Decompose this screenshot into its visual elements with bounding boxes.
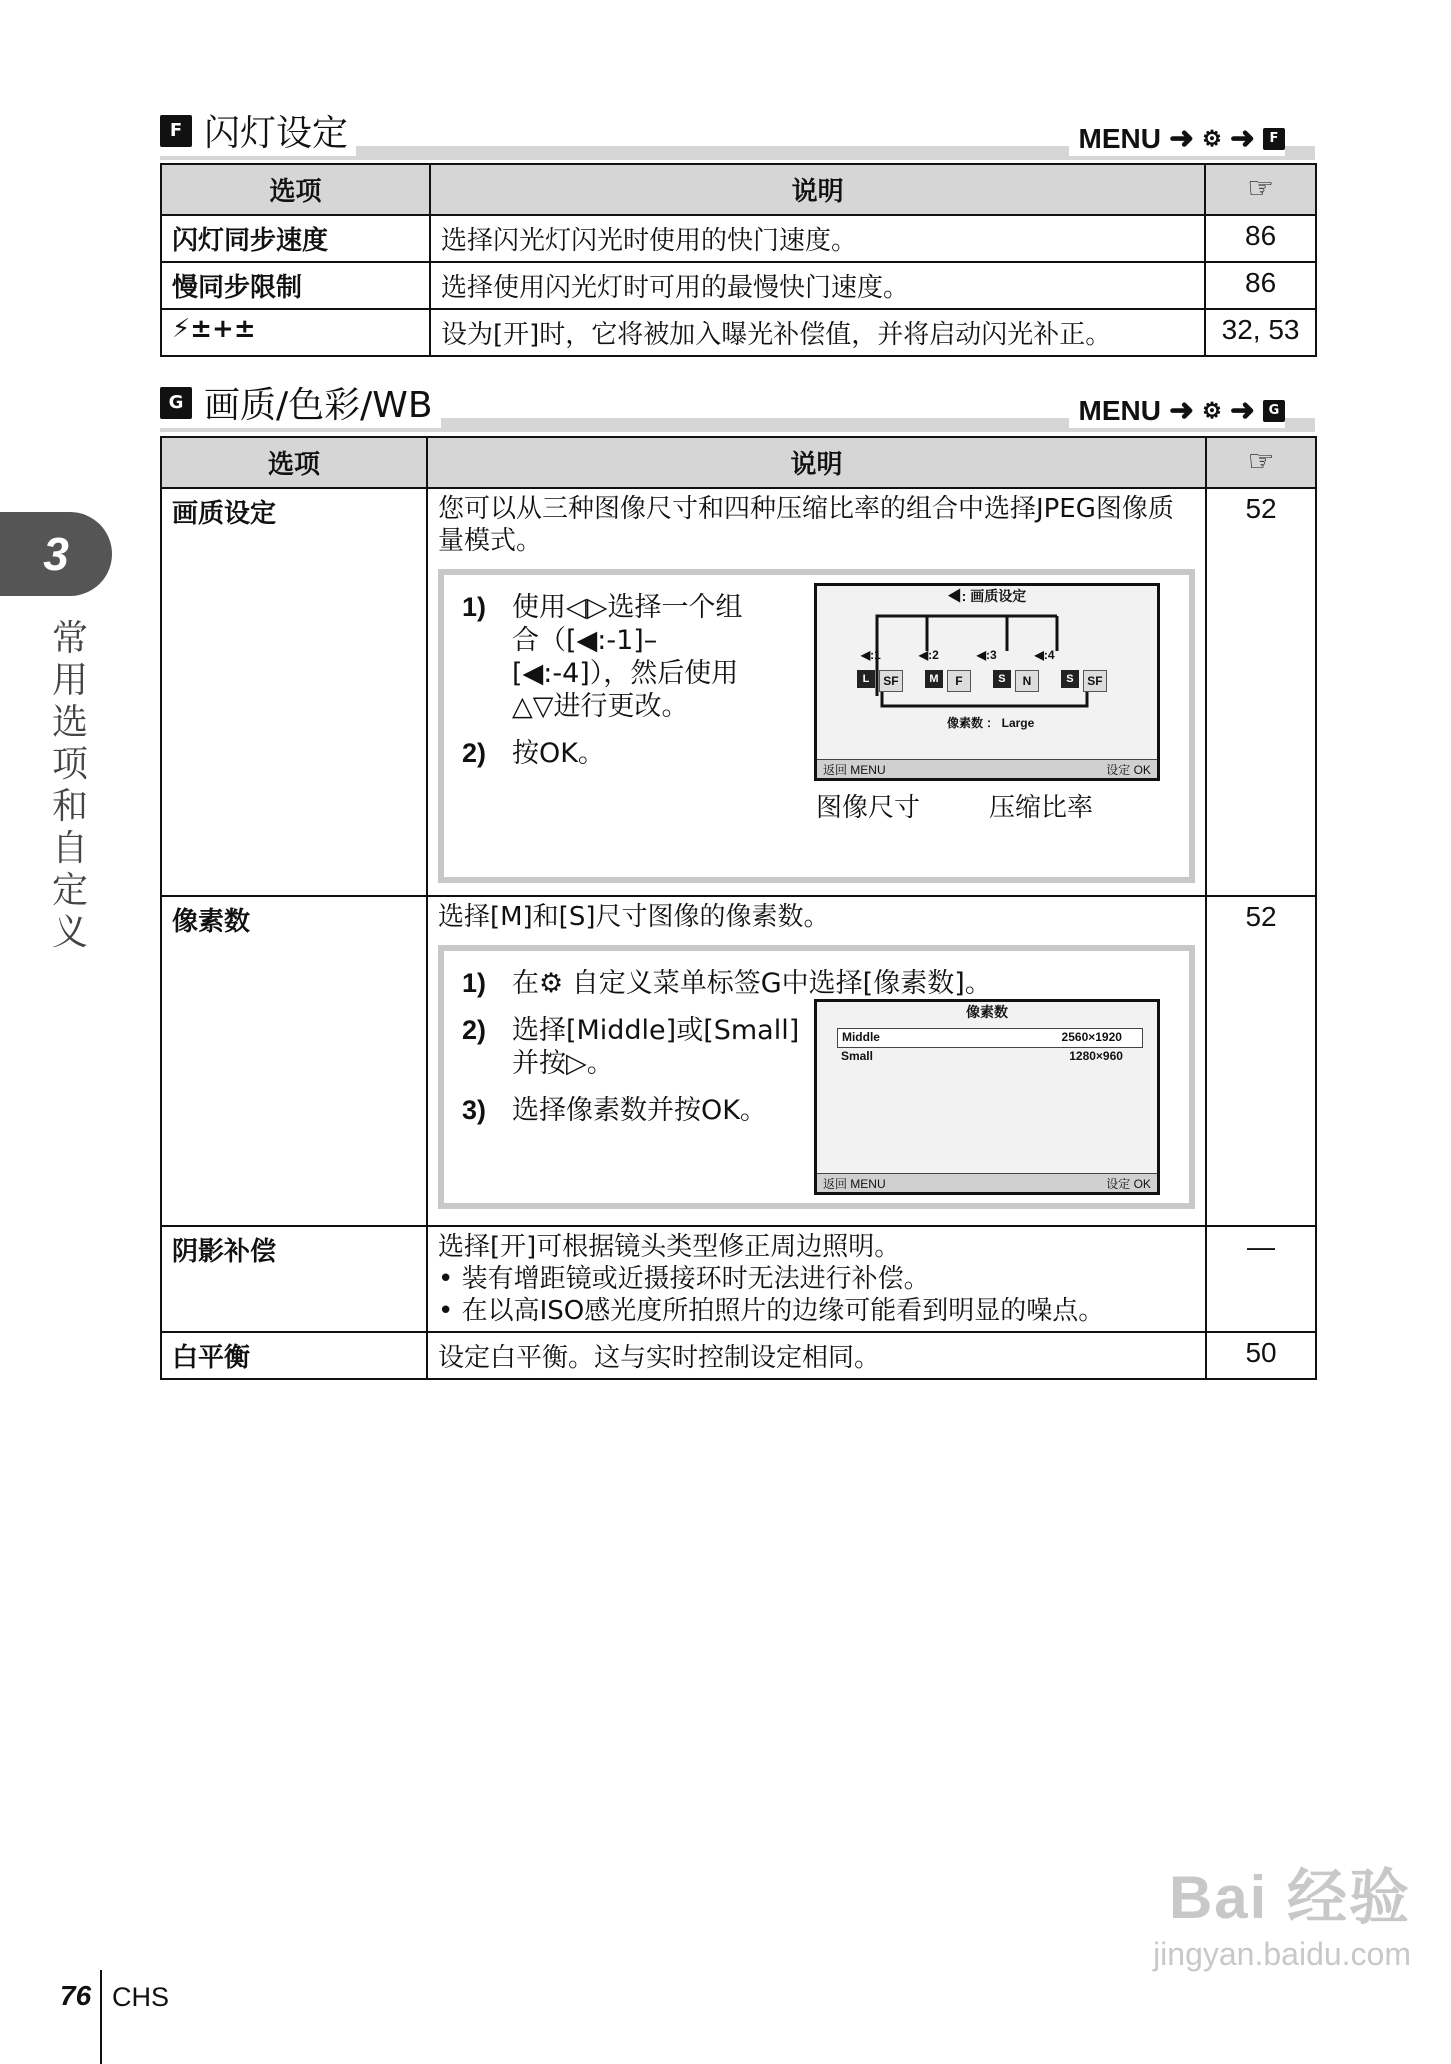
arrow-icon: ➜ bbox=[1229, 122, 1255, 155]
size-small-icon: S bbox=[993, 670, 1011, 688]
compression-superfine-icon: SF bbox=[1083, 670, 1107, 692]
table-header-row bbox=[161, 164, 1316, 215]
section-flash-heading bbox=[160, 100, 1315, 160]
lcd-slot: ◀:1 bbox=[860, 648, 881, 662]
description-text: 选择[开]可根据镜头类型修正周边照明。 bbox=[437, 1232, 901, 1262]
instruction-box bbox=[438, 569, 1195, 883]
lcd-set: 设定 OK bbox=[1106, 763, 1151, 777]
page-ref-cell: 52 bbox=[1206, 896, 1316, 1226]
watermark-logo: Bai 经验 bbox=[1168, 1864, 1411, 1931]
table-row bbox=[161, 896, 1316, 1226]
option-cell: 闪灯同步速度 bbox=[161, 215, 430, 262]
arrow-icon: ➜ bbox=[1168, 394, 1195, 427]
table-row bbox=[161, 1332, 1316, 1379]
lcd-slot: ◀:2 bbox=[918, 648, 939, 662]
menu-label: MENU bbox=[1078, 122, 1161, 154]
description-text: 选择[M]和[S]尺寸图像的像素数。 bbox=[437, 902, 830, 932]
description-cell: 设定白平衡。这与实时控制设定相同。 bbox=[427, 1332, 1206, 1379]
lcd-footer bbox=[817, 1173, 1157, 1192]
language-code: CHS bbox=[112, 1982, 170, 2012]
table-row bbox=[161, 488, 1316, 896]
custom-menu-f-icon: F bbox=[1263, 128, 1285, 150]
description-text: 您可以从三种图像尺寸和四种压缩比率的组合中选择JPEG图像质量模式。 bbox=[437, 494, 1174, 556]
bullet-item: • 在以高ISO感光度所拍照片的边缘可能看到明显的噪点。 bbox=[437, 1296, 1105, 1326]
image-quality-table bbox=[160, 436, 1317, 1380]
page-number: 76 bbox=[60, 1980, 92, 2011]
page-ref-cell: 86 bbox=[1205, 215, 1316, 262]
table-row bbox=[161, 262, 1316, 309]
bullet-item: • 装有增距镜或近摄接环时无法进行补偿。 bbox=[437, 1264, 930, 1294]
label-compression-ratio: 压缩比率 bbox=[988, 793, 1093, 823]
option-cell: 慢同步限制 bbox=[161, 262, 430, 309]
description-cell: 设为[开]时，它将被加入曝光补偿值，并将启动闪光补正。 bbox=[430, 309, 1205, 356]
compression-fine-icon: F bbox=[947, 670, 971, 692]
camera-lcd-pixel-count bbox=[814, 999, 1160, 1195]
section-title: 闪灯设定 bbox=[204, 113, 349, 154]
lcd-set: 设定 OK bbox=[1106, 1177, 1151, 1191]
arrow-icon: ➜ bbox=[1168, 122, 1195, 155]
camera-lcd-quality bbox=[814, 583, 1160, 781]
page-ref-cell: 32, 53 bbox=[1205, 309, 1316, 356]
flash-settings-table bbox=[160, 163, 1317, 357]
lcd-slot: ◀:3 bbox=[976, 648, 997, 662]
page-ref-cell: — bbox=[1206, 1226, 1316, 1332]
reference-hand-icon: ☞ bbox=[1206, 437, 1316, 488]
option-cell: 白平衡 bbox=[161, 1332, 427, 1379]
custom-menu-g-icon: G bbox=[1263, 400, 1285, 422]
header-description: 说明 bbox=[430, 164, 1205, 215]
instruction-box bbox=[438, 945, 1195, 1209]
menu-path bbox=[1069, 393, 1285, 428]
compression-normal-icon: N bbox=[1015, 670, 1039, 692]
option-cell: 画质设定 bbox=[161, 488, 427, 896]
step-item: 1) 在⚙ 自定义菜单标签G中选择[像素数]。 bbox=[461, 968, 992, 999]
table-row bbox=[161, 1226, 1316, 1332]
compression-superfine-icon: SF bbox=[879, 670, 903, 692]
option-cell: 像素数 bbox=[161, 896, 427, 1226]
table-row bbox=[161, 215, 1316, 262]
header-option: 选项 bbox=[161, 164, 430, 215]
step-item: 3) 选择像素数并按OK。 bbox=[461, 1095, 767, 1126]
lcd-row-middle[interactable]: Middle 2560×1920 bbox=[837, 1028, 1143, 1048]
lcd-back: 返回 MENU bbox=[822, 1177, 886, 1191]
lcd-title: 像素数 bbox=[965, 1004, 1008, 1020]
watermark-url: jingyan.baidu.com bbox=[1153, 1936, 1411, 1972]
size-small-icon: S bbox=[1061, 670, 1079, 688]
lcd-pixel-line: 像素数 ： Large bbox=[946, 716, 1035, 730]
description-cell: 选择使用闪光灯时可用的最慢快门速度。 bbox=[430, 262, 1205, 309]
flash-exposure-comp-icon: ⚡±+± bbox=[161, 309, 430, 356]
custom-menu-g-icon: G bbox=[160, 387, 192, 419]
header-description: 说明 bbox=[427, 437, 1206, 488]
step-item: 2) 选择[Middle]或[Small]并按▷。 bbox=[461, 1015, 800, 1079]
lcd-slot: ◀:4 bbox=[1034, 648, 1055, 662]
menu-label: MENU bbox=[1078, 394, 1161, 426]
reference-hand-icon: ☞ bbox=[1205, 164, 1316, 215]
size-middle-icon: M bbox=[925, 670, 943, 688]
table-header-row bbox=[161, 437, 1316, 488]
step-item: 2) 按OK。 bbox=[461, 738, 605, 769]
cog-icon: ⚙ bbox=[1202, 125, 1222, 151]
option-cell: 阴影补偿 bbox=[161, 1226, 427, 1332]
custom-menu-f-icon: F bbox=[160, 115, 192, 147]
chapter-tab: 3 bbox=[0, 512, 112, 596]
label-image-size: 图像尺寸 bbox=[815, 793, 920, 823]
size-large-icon: L bbox=[857, 670, 875, 688]
lcd-row-small[interactable]: Small 1280×960 bbox=[840, 1049, 1123, 1063]
description-cell: 选择闪光灯闪光时使用的快门速度。 bbox=[430, 215, 1205, 262]
arrow-icon: ➜ bbox=[1229, 394, 1255, 427]
page-ref-cell: 50 bbox=[1206, 1332, 1316, 1379]
lcd-title: ◀: 画质设定 bbox=[947, 588, 1027, 604]
page-ref-cell: 86 bbox=[1205, 262, 1316, 309]
lcd-footer bbox=[817, 759, 1157, 778]
section-image-quality-heading bbox=[160, 372, 1315, 432]
step-item: 1) 使用◁▷选择一个组合（[◀:-1]– [◀:-4]），然后使用△▽进行更改。 bbox=[461, 592, 743, 722]
baidu-watermark bbox=[1153, 1850, 1411, 1973]
description-cell bbox=[427, 896, 1206, 1226]
page-ref-cell: 52 bbox=[1206, 488, 1316, 896]
description-cell bbox=[427, 1226, 1206, 1332]
table-row bbox=[161, 309, 1316, 356]
lcd-back: 返回 MENU bbox=[822, 763, 886, 777]
menu-path bbox=[1069, 121, 1285, 156]
cog-icon: ⚙ bbox=[1202, 397, 1222, 423]
section-title: 画质/色彩/WB bbox=[204, 385, 433, 426]
header-option: 选项 bbox=[161, 437, 427, 488]
chapter-title: 常用选项和自定义 bbox=[51, 618, 88, 953]
footer-divider bbox=[100, 1970, 102, 2064]
description-cell bbox=[427, 488, 1206, 896]
